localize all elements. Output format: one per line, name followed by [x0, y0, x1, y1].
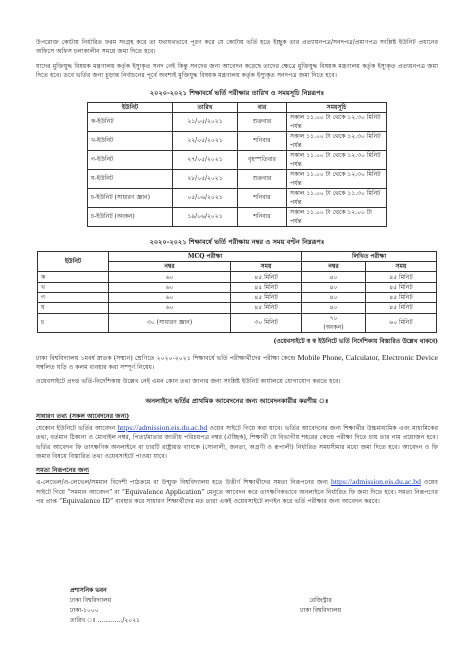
schedule-unit: ক-ইউনিট	[88, 112, 173, 131]
marks-written-number	[302, 313, 366, 332]
table-row	[38, 282, 437, 292]
marks-mcq-time: ৪৫ মিনিট	[231, 303, 302, 313]
marks-header-written: লিখিত পরীক্ষা	[302, 251, 437, 261]
marks-written-time: ৪৫ মিনিট	[365, 272, 436, 282]
equivalence-paragraph	[36, 477, 438, 506]
general-start: যেকোন ইউনিটে ভর্তির আবেদন	[36, 424, 116, 432]
intro-paragraph-2: যাদের মুক্তিযুদ্ধ বিষয়ক মন্ত্রণালয় কর্তৃক ইস্যুকৃত সনদ নেই কিন্তু সনদের জন্য আবেদন করেছে তাদের ক্ষেত্রে মুক্তিযুদ্ধ বিষয়ক মন্ত্রণালয় কর্তৃক ইস্যুকৃত প্রত্যয়নপত্র জমা দিতে হবে। তবে ভর্তির জন্য চূড়ান্ত নির্বাচনের পূর্বে অবশ্যই মুক্তিযুদ্ধ বিষয়ক মন্ত্রণালয় কর্তৃক ইস্যুকৃত সনদপত্র জমা দিতে হবে।	[36, 62, 438, 80]
equivalence-subheading: সমতা নিরূপনের জন্য	[36, 467, 90, 475]
marks-mcq-number: ৩০ (সাধারণ জ্ঞান)	[109, 313, 231, 332]
marks-unit: ঘ	[38, 303, 109, 313]
schedule-day: শুক্রবার	[238, 169, 287, 188]
marks-mcq-number: ৬০	[109, 272, 231, 282]
marks-written-number: ৪০	[302, 272, 366, 282]
schedule-unit: চ-ইউনিট (অংকন)	[88, 207, 173, 226]
marks-mcq-time: ৪৫ মিনিট	[231, 272, 302, 282]
marks-sub-number: নম্বর	[302, 262, 366, 272]
marks-sub-time: সময়	[365, 262, 436, 272]
marks-mcq-time: ৪৫ মিনিট	[231, 293, 302, 303]
table-row	[38, 313, 437, 332]
table-row	[38, 272, 437, 282]
body-p3-start: ঢাকা বিশ্ববিদ্যালয় ১মবর্ষ স্নাতক (সম্মান) শ্রেণিতে ২০২০-২০২১ শিক্ষাবর্ষে ভর্তি পরীক্ষার্থীদের পরীক্ষা কেন্দ্রে	[36, 354, 296, 362]
schedule-unit: খ-ইউনিট	[88, 131, 173, 150]
sig-left-line3: ঢাকা-১০০০	[70, 607, 99, 614]
marks-mcq-time: ৩০ মিনিট	[231, 313, 302, 332]
sig-right-org: ঢাকা বিশ্ববিদ্যালয়	[300, 607, 342, 614]
equivalence-link[interactable]: https://admission.eis.du.ac.bd	[331, 477, 421, 487]
body-p3-end: সম্বলিত ঘড়ি ও কলম ব্যবহার করা সম্পূর্ণ নিষেধ।	[36, 364, 155, 371]
body-p3-devices: Mobile Phone, Calculator, Electronic Device	[297, 352, 438, 362]
equivalence-start: এ-লেভেল/ও-লেভেল/সমমান বিদেশী পাঠক্রমে বা উন্মুক্ত বিশ্ববিদ্যালয় হতে উত্তীর্ণ শিক্ষার্থীদের সমতা নিরূপনের জন্য	[36, 479, 329, 487]
intro-paragraph-1: উপরোক্ত কোটায় নির্ধারিত ফরম সংগ্রহ করে তা যথাযথভাবে পূরণ করে যে কোটায় ভর্তি হতে ইচ্ছুক তার প্রত্যায়নপত্র/সনদপত্র/প্রমাণপত্র সংশ্লিষ্ট ইউনিট প্রধানের অফিসে অফিস চলাকালীন সময়ে জমা দিতে হবে।	[36, 39, 438, 56]
schedule-header-row	[88, 102, 387, 112]
schedule-date: ২৭/০৫/২০২১	[173, 150, 238, 169]
table-row	[88, 150, 387, 169]
marks-unit: ক	[38, 272, 109, 282]
general-subheading: সাধারণ তথ্য (সকল আবেদনের জন্য)	[36, 412, 130, 420]
schedule-day: শুক্রবার	[238, 112, 287, 131]
marks-sub-number: নম্বর	[109, 262, 231, 272]
sig-left-line2: ঢাকা বিশ্ববিদ্যালয়	[70, 597, 112, 604]
schedule-header-day: বার	[238, 102, 287, 112]
schedule-header-date: তারিখ	[173, 102, 238, 112]
table-row	[88, 131, 387, 150]
marks-header-row	[38, 251, 437, 261]
schedule-header-time: সময়সূচি	[287, 102, 387, 112]
schedule-title: ২০২০-২০২১ শিক্ষাবর্ষে ভর্তি পরীক্ষার তারিখ ও সময়সূচি নিম্নরূপঃ	[149, 88, 325, 97]
marks-unit: চ	[38, 313, 109, 332]
body-paragraph-4: ওয়েবসাইটে প্রদত্ত ভর্তি-নির্দেশিকায় উল্লেখ নেই এমন কোন তথ্য জানার জন্য সংশ্লিষ্ট ইউনিট কার্যালয়ে যোগাযোগ করতে হবে।	[36, 378, 341, 386]
marks-title: ২০২০-২০২১ শিক্ষাবর্ষে ভর্তি পরীক্ষায় নম্বর ও সময় বণ্টন নিম্নরূপঃ	[149, 237, 325, 246]
schedule-time: সকাল ১১.০০ টা থেকে ১২.০০ টা পর্যন্ত	[287, 207, 387, 226]
table-row	[88, 169, 387, 188]
marks-sub-time: সময়	[231, 262, 302, 272]
schedule-day: শনিবার	[238, 207, 287, 226]
schedule-time: সকাল ১১.০০ টা থেকে ১২.৩০ মিনিট পর্যন্ত	[287, 150, 387, 169]
table-row	[88, 207, 387, 226]
marks-header-unit: ইউনিট	[38, 251, 109, 272]
online-heading: অনলাইনে ভর্তির প্রাথমিক আবেদনের জন্য আবেদনকারীর করণীয় ঃ	[145, 396, 329, 405]
marks-written-time: ৬০ মিনিট	[365, 313, 436, 332]
schedule-date: ০৫/০৬/২০২১	[173, 188, 238, 207]
schedule-date: ২২/০৫/২০২১	[173, 131, 238, 150]
marks-mcq-number: ৬০	[109, 282, 231, 292]
marks-note: (ওয়েবসাইটে স্ব স্ব ইউনিটে ভর্তি নির্দেশিকায় বিস্তারিত উল্লেখ থাকবে)	[273, 337, 438, 345]
marks-mcq-number: ৬০	[109, 293, 231, 303]
sig-right-title: রেজিস্ট্রার	[309, 597, 332, 604]
schedule-header-unit: ইউনিট	[88, 102, 173, 112]
schedule-time: সকাল ১১.০০ টা থেকে ১২.৩০ মিনিট পর্যন্ত	[287, 131, 387, 150]
schedule-date: ২৮/০৫/২০২১	[173, 169, 238, 188]
marks-written-extra: (অংকন)	[323, 323, 344, 331]
signature-left	[70, 586, 140, 626]
equivalence-body: ওয়েব সাইটে গিয়ে “সমমান আবেদন” বা “Equivalence Application” মেনুতে আবেদন করে তাৎক্ষণিকভাবে অনলাইনে নির্ধারিত ফি জমা দিতে হবে। সমতা নিরূপণের পর প্রাপ্ত “Equivalence ID” ব্যবহার করে সাধারণ শিক্ষার্থীদের মত তারা একই ওয়েবসাইটে লগইন করে ভর্তি পরীক্ষার জন্য আবেদন করবে।	[36, 479, 439, 506]
schedule-day: শনিবার	[238, 188, 287, 207]
schedule-date: ২১/০৫/২০২১	[173, 112, 238, 131]
general-paragraph	[36, 423, 438, 462]
marks-unit: খ	[38, 282, 109, 292]
schedule-time: সকাল ১১.০০ টা থেকে ১১.৩০ মিনিট পর্যন্ত	[287, 188, 387, 207]
schedule-unit: গ-ইউনিট	[88, 150, 173, 169]
marks-written-time: ৪৫ মিনিট	[365, 303, 436, 313]
marks-written-number-value: ৭০	[329, 314, 338, 322]
marks-unit: গ	[38, 293, 109, 303]
schedule-day: বৃহস্পতিবার	[238, 150, 287, 169]
table-row	[38, 293, 437, 303]
schedule-time: সকাল ১১.০০ টা থেকে ১২.৩০ মিনিট পর্যন্ত	[287, 169, 387, 188]
schedule-table	[87, 102, 387, 227]
table-row	[38, 303, 437, 313]
schedule-unit: ঘ-ইউনিট	[88, 169, 173, 188]
marks-written-time: ৪৫ মিনিট	[365, 293, 436, 303]
general-end: আবেদন ও ফি জমার বিষয়ে বিস্তারিত তথ্য ওয়েবসাইটে পাওয়া যাবে।	[36, 443, 439, 461]
schedule-time: সকাল ১১.০০ টা থেকে ১২.৩০ মিনিট পর্যন্ত	[287, 112, 387, 131]
marks-written-number: ৪০	[302, 293, 366, 303]
marks-mcq-number: ৬০	[109, 303, 231, 313]
marks-header-mcq: MCQ পরীক্ষা	[109, 251, 302, 261]
sig-left-title: প্রশাসনিক ভবন	[70, 587, 107, 594]
marks-written-number: ৪০	[302, 282, 366, 292]
marks-mcq-time: ৪৫ মিনিট	[231, 282, 302, 292]
table-row	[88, 112, 387, 131]
admission-link[interactable]: https://admission.eis.du.ac.bd	[117, 422, 208, 432]
schedule-unit: চ-ইউনিট (সাধারণ জ্ঞান)	[88, 188, 173, 207]
marks-table	[37, 251, 437, 333]
sig-left-date: তারিখ ঃ ............./২০২১	[70, 617, 140, 624]
marks-written-time: ৪৫ মিনিট	[365, 282, 436, 292]
signature-right	[300, 596, 341, 616]
body-paragraph-3	[36, 353, 438, 373]
schedule-date: ১৯/০৬/২০২১	[173, 207, 238, 226]
schedule-day: শনিবার	[238, 131, 287, 150]
general-body: ওয়েব সাইটে গিয়ে করা যাবে। ভর্তির আবেদনের জন্য শিক্ষার্থীর উচ্চমাধ্যমিক এবং মাধ্যমিকের তথ্য, বর্তমান ঠিকানা ও মোবাইল নম্বর, পিতা/মাতার জাতীয় পরিচয়পত্র নম্বর (ঐচ্ছিক), শিক্ষার্থী যে বিভাগীয় শহরের কেন্দ্রে পরীক্ষা দিতে চায় তার নাম প্রয়োজন হবে। ভর্তির আবেদন ফি তাৎক্ষণিক অনলাইনে বা চারটি রাষ্ট্রায়ত্ত ব্যাংকে (সোনালী, জনতা, অগ্রণী ও রূপালী) নির্ধারিত সময়সীমার মধ্যে জমা দিতে হবে।	[36, 424, 439, 451]
marks-written-number: ৪০	[302, 303, 366, 313]
table-row	[88, 188, 387, 207]
